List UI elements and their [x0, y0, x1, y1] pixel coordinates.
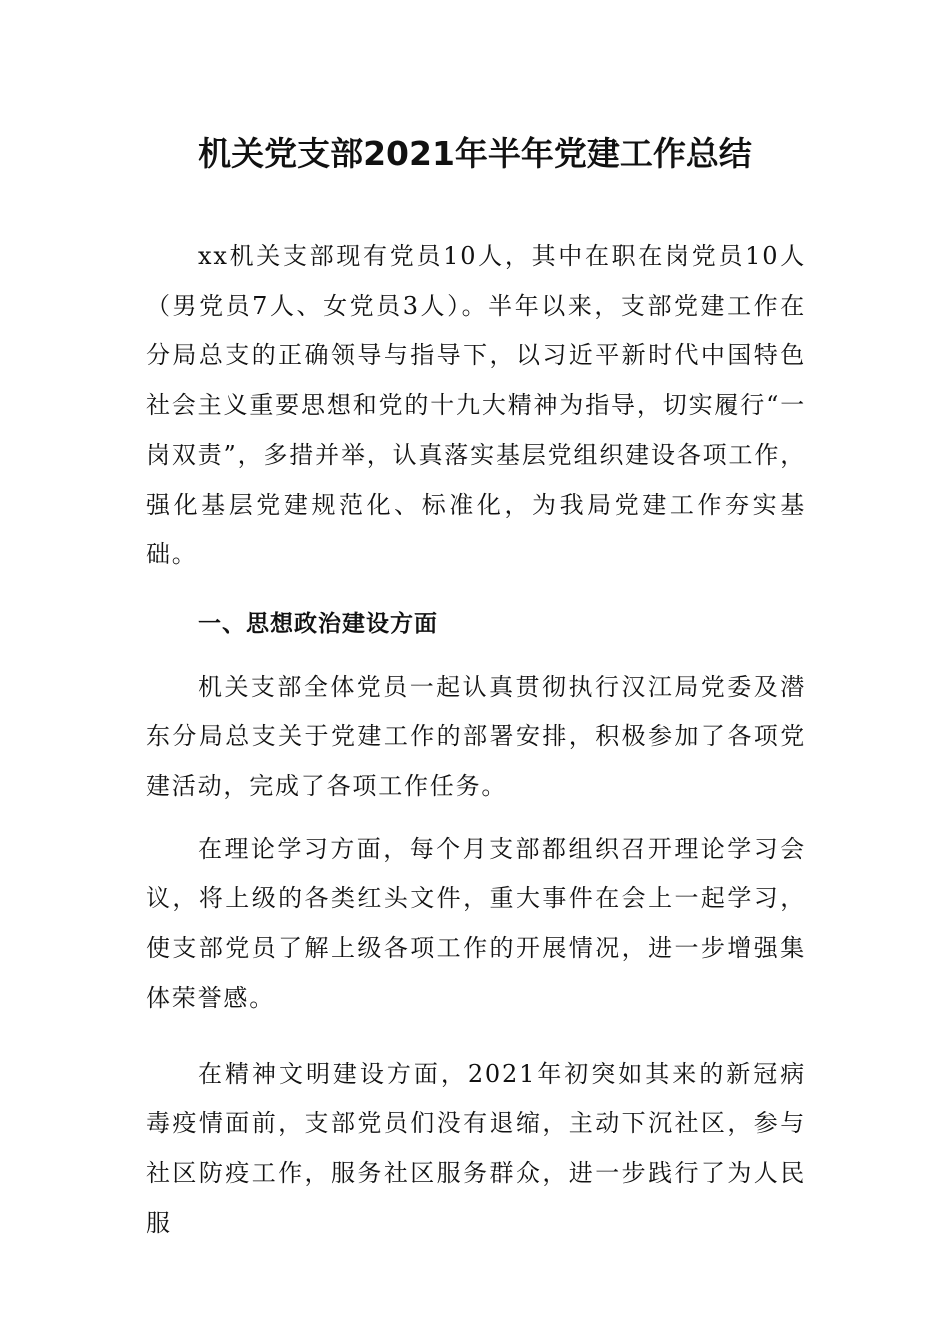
document-body [146, 232, 806, 1248]
section-paragraph: 在理论学习方面，每个月支部都组织召开理论学习会议，将上级的各类红头文件，重大事件在会上一起学习，使支部党员了解上级各项工作的开展情况，进一步增强集体荣誉感。 [146, 834, 806, 1012]
document-title: 机关党支部2021年半年党建工作总结 [198, 134, 752, 173]
intro-paragraph: xx机关支部现有党员10人，其中在职在岗党员10人（男党员7人、女党员3人）。半年以来，支部党建工作在分局总支的正确领导与指导下，以习近平新时代中国特色社会主义重要思想和党的十九大精神为指导，切实履行“一岗双责”，多措并举，认真落实基层党组织建设各项工作，强化基层党建规范化、标准化，为我局党建工作夯实基础。 [146, 242, 806, 569]
section-paragraph: 在精神文明建设方面，2021年初突如其来的新冠病毒疫情面前，支部党员们没有退缩，主动下沉社区，参与社区防疫工作，服务社区服务群众，进一步践行了为人民服 [146, 1059, 806, 1237]
section-paragraph: 机关支部全体党员一起认真贯彻执行汉江局党委及潜东分局总支关于党建工作的部署安排，积极参加了各项党建活动，完成了各项工作任务。 [146, 672, 806, 801]
section-heading-1: 一、思想政治建设方面 [198, 610, 438, 637]
